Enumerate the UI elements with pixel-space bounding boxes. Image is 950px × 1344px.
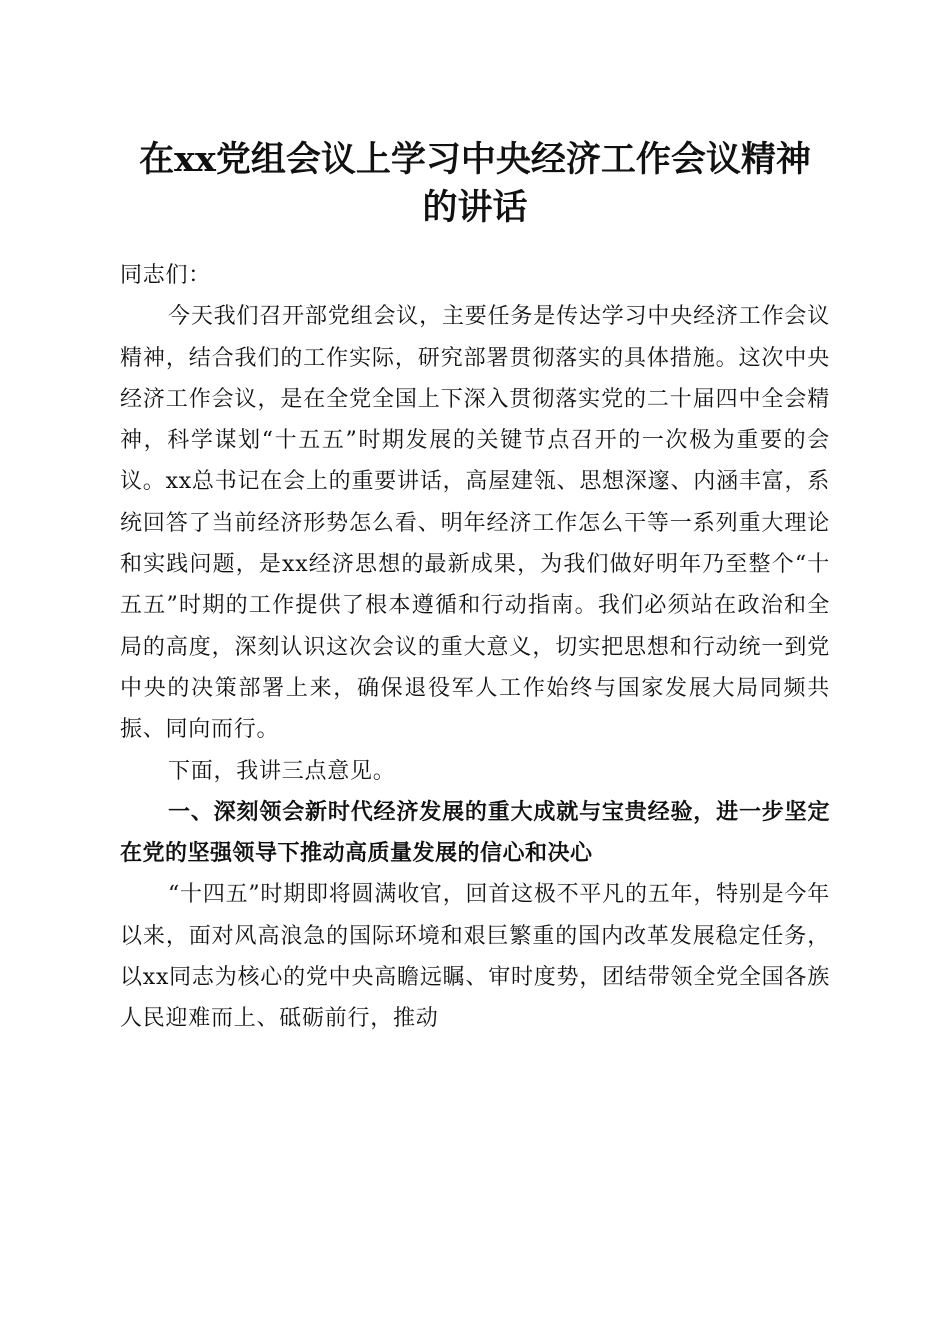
title-line-2: 的讲话 — [422, 187, 528, 228]
section-heading-1: 一、深刻领会新时代经济发展的重大成就与宝贵经验，进一步坚定在党的坚强领导下推动高质量发展的信心和决心 — [120, 799, 830, 867]
title-line-1: 在xx党组会议上学习中央经济工作会议精神 — [139, 139, 811, 180]
greeting: 同志们： — [120, 263, 212, 288]
document-body — [120, 255, 830, 1040]
document-title — [100, 136, 850, 232]
paragraph-transition: 下面，我讲三点意见。 — [168, 758, 396, 784]
section-1-paragraph: “十四五”时期即将圆满收官，回首这极不平凡的五年，特别是今年以来，面对风高浪急的国际环境和艰巨繁重的国内改革发展稳定任务，以xx同志为核心的党中央高瞻远瞩、审时度势，团结带领全党全国各族人民迎难而上、砥砺前行，推动 — [120, 882, 830, 1032]
paragraph-intro: 今天我们召开部党组会议，主要任务是传达学习中央经济工作会议精神，结合我们的工作实际，研究部署贯彻落实的具体措施。这次中央经济工作会议，是在全党全国上下深入贯彻落实党的二十届四中全会精神，科学谋划“十五五”时期发展的关键节点召开的一次极为重要的会议。xx总书记在会上的重要讲话，高屋建瓴、思想深邃、内涵丰富，系统回答了当前经济形势怎么看、明年经济工作怎么干等一系列重大理论和实践问题，是xx经济思想的最新成果，为我们做好明年乃至整个“十五五”时期的工作提供了根本遵循和行动指南。我们必须站在政治和全局的高度，深刻认识这次会议的重大意义，切实把思想和行动统一到党中央的决策部署上来，确保退役军人工作始终与国家发展大局同频共振、同向而行。 — [120, 304, 830, 743]
